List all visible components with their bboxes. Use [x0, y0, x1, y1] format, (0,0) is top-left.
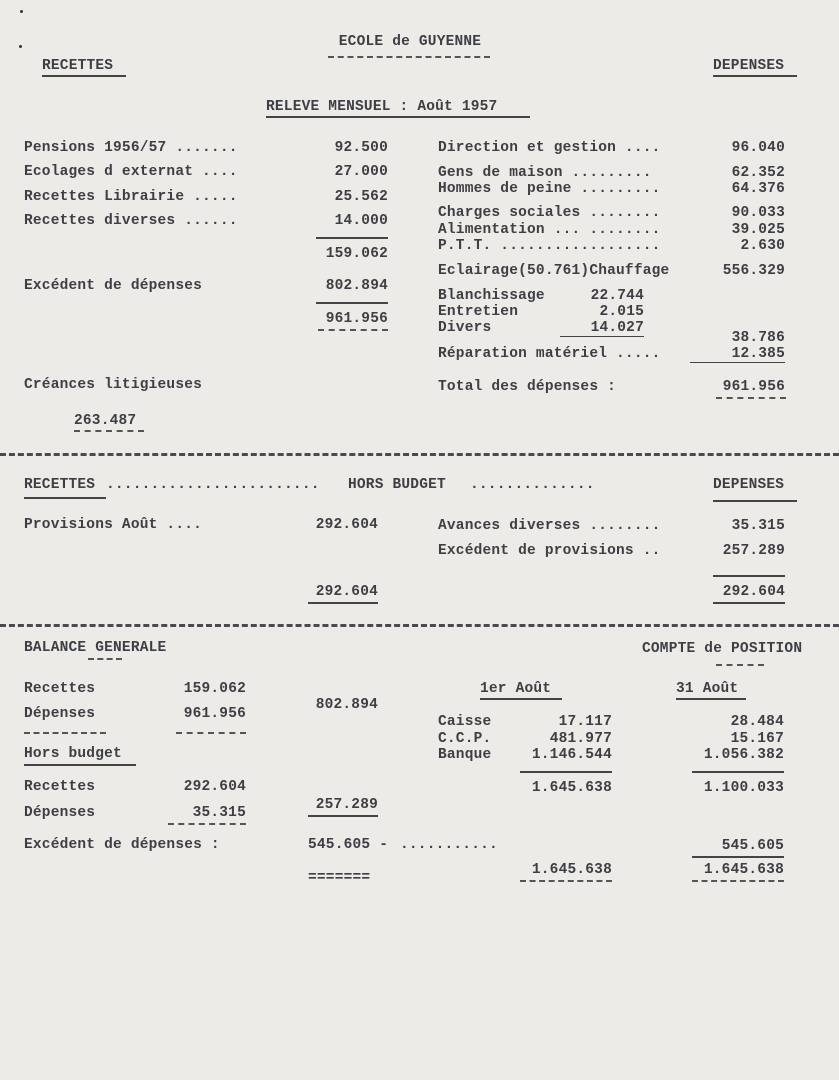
hors-budget-label: Hors budget	[24, 746, 122, 762]
position-row-label: Caisse	[438, 714, 492, 730]
hb-balance-depenses-label: Dépenses	[24, 805, 96, 821]
depenses-heading: DEPENSES	[713, 58, 785, 74]
hb-balance-rule	[168, 823, 246, 825]
position-excedent-rule	[692, 856, 784, 858]
balance-recettes-label: Recettes	[24, 681, 96, 697]
position-title-mark	[716, 664, 764, 666]
avances-value: 35.315	[731, 518, 785, 534]
depense-label: Eclairage(50.761)Chauffage	[438, 263, 670, 279]
balance-rule-left	[24, 732, 106, 734]
depense-value: 62.352	[731, 165, 785, 181]
position-row-label: Banque	[438, 747, 492, 763]
position-subtotal-1: 1.645.638	[531, 780, 612, 796]
position-row-v2: 28.484	[730, 714, 784, 730]
hb-balance-depenses-value: 35.315	[192, 805, 246, 821]
excedent-prov-label: Excédent de provisions ..	[438, 543, 661, 559]
hb-total-right-rule	[713, 602, 785, 604]
recette-value: 14.000	[334, 213, 388, 229]
hb-depenses-underline	[713, 500, 797, 502]
hb-balance-diff: 257.289	[315, 797, 378, 813]
reparation-label: Réparation matériel .....	[438, 346, 661, 362]
recette-label: Recettes diverses ......	[24, 213, 238, 229]
total-rule	[316, 302, 388, 304]
hb-recettes-underline	[24, 497, 106, 499]
punch-mark	[19, 45, 22, 48]
recette-label: Recettes Librairie .....	[24, 189, 238, 205]
misc-label: Blanchissage	[438, 288, 545, 304]
depense-label: Alimentation ... ........	[438, 222, 661, 238]
releve-underline	[266, 116, 530, 118]
position-row-label: C.C.P.	[438, 731, 492, 747]
hb-right-rule	[713, 575, 785, 577]
hb-balance-diff-rule	[308, 815, 378, 817]
reparation-value: 12.385	[690, 346, 785, 363]
recette-value: 25.562	[334, 189, 388, 205]
balance-rule-right	[176, 732, 246, 734]
hb-depenses-heading: DEPENSES	[713, 477, 785, 493]
balance-excedent-value: 545.605 -	[308, 837, 389, 853]
hb-total-left: 292.604	[315, 584, 378, 600]
releve-heading: RELEVE MENSUEL : Août 1957	[266, 99, 498, 115]
section-separator	[0, 624, 839, 627]
misc-total: 38.786	[731, 330, 785, 346]
balance-depenses-label: Dépenses	[24, 706, 96, 722]
creances-label: Créances litigieuses	[24, 377, 203, 393]
recettes-total: 961.956	[325, 311, 388, 327]
col2-header-underline	[676, 698, 746, 700]
total-depenses-value: 961.956	[722, 379, 785, 395]
hb-total-right: 292.604	[722, 584, 785, 600]
balance-recettes-value: 159.062	[183, 681, 246, 697]
total-depenses-double-rule	[716, 397, 786, 399]
misc-label: Entretien	[438, 304, 519, 320]
position-row-v1: 481.977	[549, 731, 612, 747]
position-col2-header: 31 Août	[676, 681, 739, 697]
balance-diff-value: 802.894	[315, 697, 378, 713]
depense-label: P.T.T. ..................	[438, 238, 661, 254]
hors-budget-underline	[24, 764, 136, 766]
position-subtotal-rule-2	[692, 771, 784, 773]
position-total-rule-2	[692, 880, 784, 882]
position-total-2: 1.645.638	[703, 862, 784, 878]
avances-label: Avances diverses ........	[438, 518, 661, 534]
position-col1-header: 1er Août	[480, 681, 552, 697]
hb-recettes-heading: RECETTES	[24, 477, 96, 493]
recettes-underline	[42, 75, 126, 77]
position-row-v2: 1.056.382	[703, 747, 784, 763]
position-row-v2: 15.167	[730, 731, 784, 747]
subtotal-rule	[316, 237, 388, 239]
excedent-value: 802.894	[325, 278, 388, 294]
punch-mark	[20, 10, 23, 13]
depense-value: 556.329	[722, 263, 785, 279]
position-subtotal-2: 1.100.033	[703, 780, 784, 796]
position-total-1: 1.645.638	[531, 862, 612, 878]
position-row-v1: 1.146.544	[531, 747, 612, 763]
hb-total-left-rule	[308, 602, 378, 604]
col1-header-underline	[480, 698, 562, 700]
misc-value: 22.744	[590, 288, 644, 304]
creances-value: 263.487	[74, 413, 137, 429]
hb-title: HORS BUDGET	[348, 477, 446, 493]
hb-dots-left: ........................	[106, 477, 320, 493]
total-depenses-label: Total des dépenses :	[438, 379, 617, 395]
misc-label: Divers	[438, 320, 492, 336]
excedent-label: Excédent de dépenses	[24, 278, 203, 294]
misc-value: 2.015	[599, 304, 644, 320]
recettes-heading: RECETTES	[42, 58, 114, 74]
creances-double-rule	[74, 430, 144, 432]
depense-value: 2.630	[740, 238, 785, 254]
position-subtotal-rule-1	[520, 771, 612, 773]
position-title: COMPTE de POSITION	[642, 641, 803, 657]
depense-label: Gens de maison .........	[438, 165, 652, 181]
balance-equals: =======	[308, 870, 371, 886]
depense-value: 90.033	[731, 205, 785, 221]
provisions-value: 292.604	[315, 517, 378, 533]
hb-balance-recettes-label: Recettes	[24, 779, 96, 795]
depenses-underline	[713, 75, 797, 77]
hb-balance-recettes-value: 292.604	[183, 779, 246, 795]
depense-label: Hommes de peine .........	[438, 181, 661, 197]
recette-label: Pensions 1956/57 .......	[24, 140, 238, 156]
section-separator	[0, 453, 839, 456]
excedent-prov-value: 257.289	[722, 543, 785, 559]
provisions-label: Provisions Août ....	[24, 517, 203, 533]
position-excedent-2: 545.605	[721, 838, 784, 854]
hb-dots-right: ..............	[470, 477, 595, 493]
depense-label: Charges sociales ........	[438, 205, 661, 221]
recettes-subtotal: 159.062	[325, 246, 388, 262]
depense-value: 39.025	[731, 222, 785, 238]
school-title: ECOLE de GUYENNE	[338, 34, 482, 50]
balance-depenses-value: 961.956	[183, 706, 246, 722]
balance-excedent-label: Excédent de dépenses :	[24, 837, 220, 853]
depense-value: 96.040	[731, 140, 785, 156]
balance-excedent-dots: ...........	[400, 837, 498, 853]
depense-label: Direction et gestion ....	[438, 140, 661, 156]
depense-value: 64.376	[731, 181, 785, 197]
recette-value: 92.500	[334, 140, 388, 156]
balance-title: BALANCE GENERALE	[24, 640, 167, 656]
title-underline	[328, 56, 490, 58]
misc-value: 14.027	[560, 320, 644, 337]
total-double-rule	[318, 329, 388, 331]
balance-title-mark	[88, 658, 122, 660]
position-row-v1: 17.117	[558, 714, 612, 730]
position-total-rule-1	[520, 880, 612, 882]
recette-value: 27.000	[334, 164, 388, 180]
recette-label: Ecolages d externat ....	[24, 164, 238, 180]
